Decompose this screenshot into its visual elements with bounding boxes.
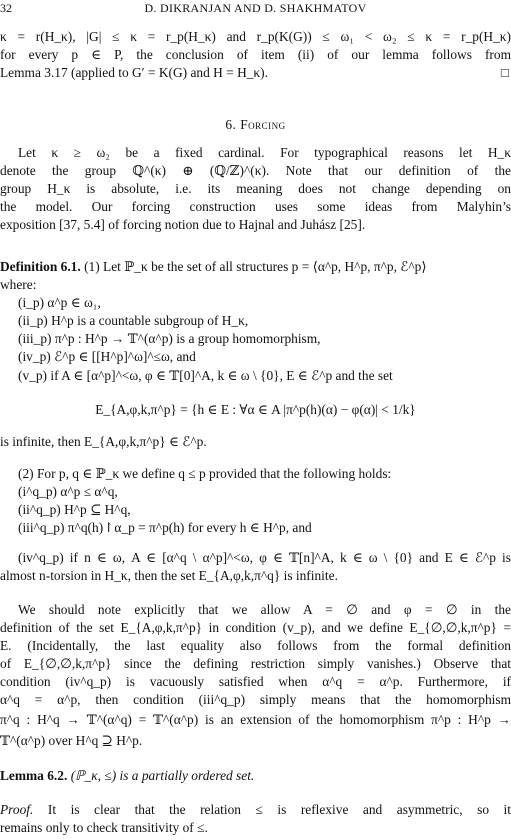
condition-iv-p: (iv_p) ℰ^p ∈ [[H^p]^ω]^≤ω, and — [18, 349, 196, 364]
forcing-line-3: group H_κ is absolute, i.e. its meaning does not change depending on — [0, 181, 511, 196]
proof-text: It is clear that the relation ≤ is reflexive and asymmetric, so it — [47, 802, 511, 817]
forcing-line-4: the model. Our forcing construction uses some ideas from Malyhin’s — [0, 199, 511, 214]
lemma-statement — [0, 768, 511, 784]
forcing-line-2: denote the group ℚ^(κ) ⊕ (ℚ/ℤ)^(κ). Note that our definition of the — [0, 163, 511, 178]
condition-iii-q-p: (iii^q_p) π^q(h)↾α_p = π^p(h) for every h ∈ H^p, and — [18, 520, 312, 535]
display-formula: E_{A,φ,k,π^p} = {h ∈ E : ∀α ∈ A |π^p(h)(α) − φ(α)| < 1/k} — [95, 402, 416, 417]
forcing-line-5: exposition [37, 5.4] of forcing notion due to Hajnal and Juhász [25]. — [0, 217, 366, 232]
intro-line-3 — [0, 65, 511, 81]
proof-line-2: remains only to check transitivity of ≤. — [0, 820, 208, 835]
note-line-1: We should note explicitly that we allow A = ∅ and φ = ∅ in the — [18, 602, 511, 617]
condition-iv-q-p-cont: almost n-torsion in H_κ, then the set E_{A,φ,k,π^q} is infinite. — [0, 568, 338, 583]
note-line-7: π^q : H^q → 𝕋^(α^q) = 𝕋^(α^p) is an extension of the homomorphism π^p : H^p → — [0, 712, 511, 727]
note-line-4: of E_{∅,∅,k,π^p} since the defining restriction simply vanishes.) Observe that — [0, 656, 511, 671]
definition-text: (1) Let ℙ_κ be the set of all structures p = ⟨α^p, H^p, π^p, ℰ^p⟩ — [84, 259, 427, 274]
definition-line-1 — [0, 259, 511, 275]
intro-line-3-text: Lemma 3.17 (applied to G′ = K(G) and H = H_κ). — [0, 65, 268, 80]
intro-line-1: κ = r(H_κ), |G| ≤ κ = r_p(H_κ) and r_p(K(G)) ≤ ω₁ < ω₂ ≤ κ = r_p(H_κ) — [0, 29, 511, 44]
page-number: 32 — [0, 1, 12, 15]
intro-line-2: for every p ∈ P, the conclusion of item (ii) of our lemma follows from — [0, 47, 511, 62]
condition-ii-p: (ii_p) H^p is a countable subgroup of H_κ, — [18, 313, 249, 328]
condition-i-q-p: (i^q_p) α^p ≤ α^q, — [18, 484, 118, 499]
note-line-3: E. (Incidentally, the last equality also follows from the formal definition — [0, 638, 511, 653]
lemma-text: (ℙ_κ, ≤) is a partially ordered set. — [70, 768, 255, 783]
lemma-label: Lemma 6.2. — [0, 768, 68, 783]
note-line-6: α^q = α^p, then condition (iii^q_p) simply means that the homomorphism — [0, 692, 511, 707]
section-title: 6. Forcing — [225, 117, 286, 132]
definition-where: where: — [0, 277, 37, 292]
definition-label: Definition 6.1. — [0, 259, 81, 274]
condition-v-p: (v_p) if A ∈ [α^p]^<ω, φ ∈ 𝕋[0]^A, k ∈ ω \ {0}, E ∈ ℰ^p and the set — [18, 368, 393, 383]
running-title: D. DIKRANJAN AND D. SHAKHMATOV — [144, 1, 367, 15]
forcing-line-1: Let κ ≥ ω₂ be a fixed cardinal. For typographical reasons let H_κ — [18, 145, 511, 160]
condition-i-p: (i_p) α^p ∈ ω₁, — [18, 295, 101, 310]
proof-line-1 — [0, 802, 511, 818]
note-line-8: 𝕋^(α^p) over H^q ⊇ H^p. — [0, 733, 143, 748]
condition-ii-q-p: (ii^q_p) H^p ⊆ H^q, — [18, 502, 131, 517]
condition-iii-p: (iii_p) π^p : H^p → 𝕋^(α^p) is a group homomorphism, — [18, 331, 321, 346]
proof-label: Proof. — [0, 802, 34, 817]
condition-iv-q-p: (iv^q_p) if n ∈ ω, A ∈ [α^q \ α^p]^<ω, φ ∈ 𝕋[n]^A, k ∈ ω \ {0} and E ∈ ℰ^p is — [18, 550, 511, 565]
note-line-5: condition (iv^q_p) is vacuously satisfied when α^q = α^p. Furthermore, if — [0, 674, 511, 689]
definition-part-2: (2) For p, q ∈ ℙ_κ we define q ≤ p provided that the following holds: — [18, 466, 392, 481]
note-line-2: definition of the set E_{A,φ,k,π^p} in condition (v_p), and we define E_{∅,∅,k,π^p} = — [0, 620, 511, 635]
definition-after-formula: is infinite, then E_{A,φ,k,π^p} ∈ ℰ^p. — [0, 434, 207, 449]
qed-symbol: □ — [500, 65, 509, 80]
